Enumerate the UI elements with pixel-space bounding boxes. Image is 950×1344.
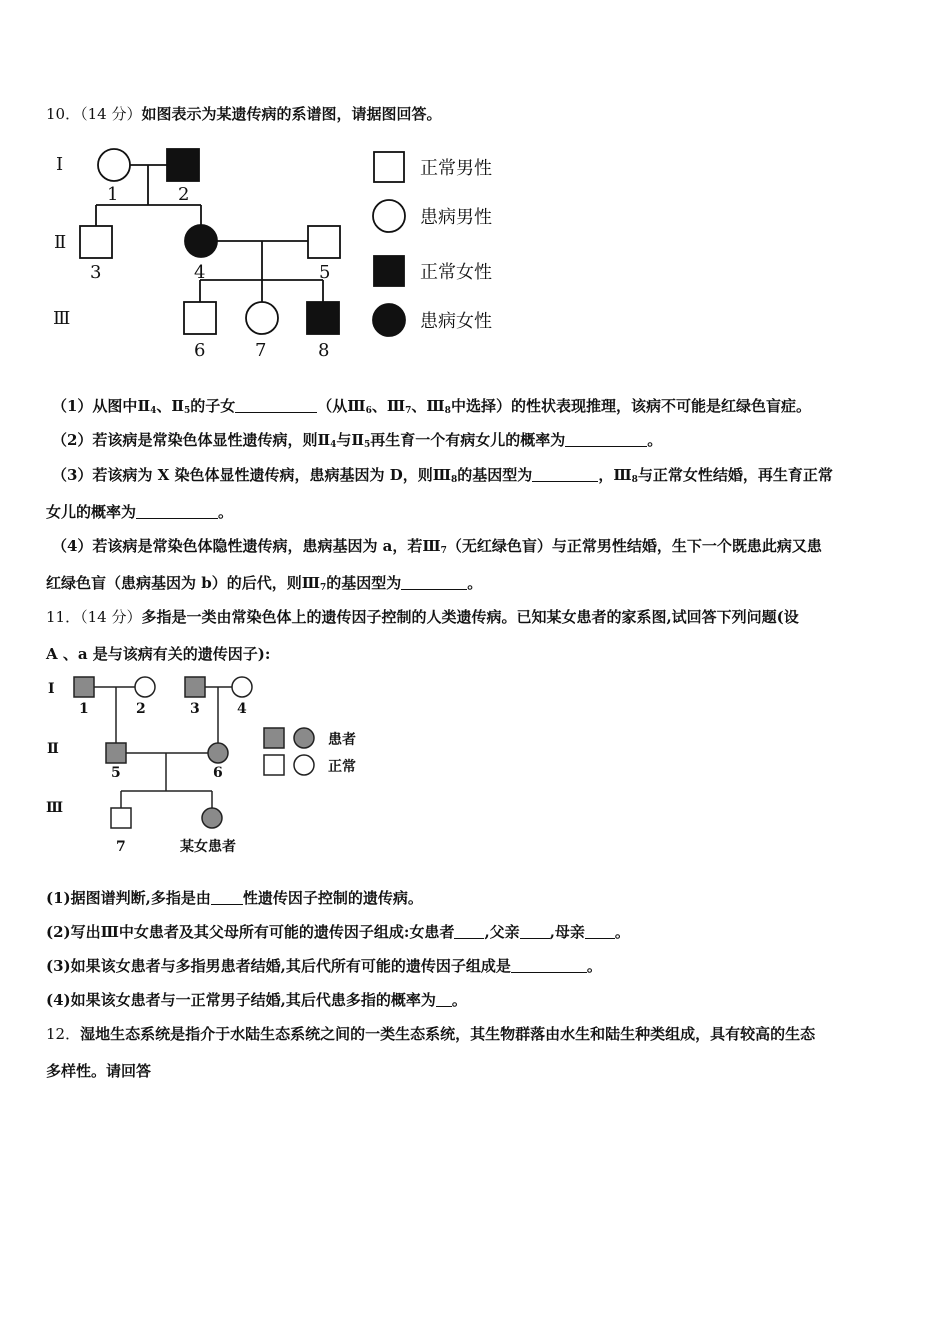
pedigree-member-2 <box>167 149 199 181</box>
q10-sub1: （1）从图中$Ⅱ_4$、$Ⅱ_5$的子女 （从$Ⅲ_6$、$Ⅲ_7$、$Ⅲ_8$中选择）的性状表现推理，该病不可能是红绿色盲症。 <box>52 397 811 416</box>
legend-normal-male-icon <box>374 152 404 182</box>
q11-sub3: (3)如果该女患者与多指男患者结婚,其后代所有可能的遗传因子组成是 。 <box>46 957 602 975</box>
member2-label-4: 4 <box>237 701 247 717</box>
member2-label-6: 6 <box>213 765 223 781</box>
pedigree-member-3 <box>80 226 112 258</box>
pedigree2-member-2 <box>135 677 155 697</box>
legend2-affected-female-icon <box>294 728 314 748</box>
q10-pedigree-chart <box>40 140 520 365</box>
legend-label-normal-female: 正常女性 <box>420 262 492 283</box>
generation-label-2: Ⅱ <box>54 232 67 253</box>
legend-affected-female-icon <box>373 304 405 336</box>
q10-sub2: （2）若该病是常染色体显性遗传病，则$Ⅱ_4$与$Ⅱ_5$再生育一个有病女儿的概率为 。 <box>52 431 663 450</box>
pedigree2-member-1 <box>74 677 94 697</box>
answer-blank[interactable] <box>585 924 615 939</box>
q10-score: （14 分） <box>80 105 142 123</box>
pedigree-member-4 <box>185 225 217 257</box>
q11-sub4: (4)如果该女患者与一正常男子结婚,其后代患多指的概率为 。 <box>46 991 467 1009</box>
pedigree2-member-3 <box>185 677 205 697</box>
answer-blank[interactable] <box>565 432 647 447</box>
q10-sub4: （4）若该病是常染色体隐性遗传病，患病基因为 a，若$Ⅲ_7$（无红绿色盲）与正常男性结婚，生下一个既患此病又患 <box>52 537 822 556</box>
q10-sub4-cont: 红绿色盲（患病基因为 b）的后代，则$Ⅲ_7$的基因型为 。 <box>46 574 483 593</box>
q10-sub3-cont: 女儿的概率为 。 <box>46 503 234 521</box>
member-label-6: 6 <box>194 340 206 361</box>
legend-normal-female-icon <box>374 256 404 286</box>
q12-stem: 12．湿地生态系统是指介于水陆生态系统之间的一类生态系统，其生物群落由水生和陆生种类组成，具有较高的生态 <box>46 1025 816 1043</box>
member-label-1: 1 <box>107 184 119 205</box>
q10-stem-text: 如图表示为某遗传病的系谱图，请据图回答。 <box>141 105 442 123</box>
legend-label-normal-male: 正常男性 <box>420 158 492 179</box>
q11-stem: 11．（14 分）多指是一类由常染色体上的遗传因子控制的人类遗传病。已知某女患者的家系图,试回答下列问题(设 <box>46 608 799 626</box>
generation-label-1: Ⅰ <box>56 154 64 175</box>
member2-label-2: 2 <box>136 701 146 717</box>
proband-label: 某女患者 <box>180 839 236 855</box>
legend-affected-male-icon <box>373 200 405 232</box>
answer-blank[interactable] <box>532 467 598 482</box>
member2-label-7: 7 <box>116 839 126 855</box>
legend2-affected-male-icon <box>264 728 284 748</box>
answer-blank[interactable] <box>454 924 484 939</box>
member-label-3: 3 <box>90 262 102 283</box>
answer-blank[interactable] <box>401 575 467 590</box>
member-label-7: 7 <box>255 340 267 361</box>
q10-sub3: （3）若该病为 X 染色体显性遗传病，患病基因为 D，则$Ⅲ_8$的基因型为 ，$Ⅲ_8$与正常女性结婚，再生育正常 <box>52 466 833 485</box>
member2-label-1: 1 <box>79 701 89 717</box>
q11-number: 11． <box>46 608 81 626</box>
member-label-4: 4 <box>194 262 206 283</box>
generation-label-3: Ⅲ <box>53 308 71 329</box>
legend2-label-normal: 正常 <box>328 759 356 775</box>
legend2-normal-female-icon <box>294 755 314 775</box>
answer-blank[interactable] <box>436 992 452 1007</box>
generation2-label-3: Ⅲ <box>46 800 64 816</box>
generation2-label-2: Ⅱ <box>47 741 59 757</box>
q11-sub2: (2)写出Ⅲ中女患者及其父母所有可能的遗传因子组成:女患者 ,父亲 ,母亲 。 <box>46 923 630 941</box>
q10-stem <box>46 103 441 124</box>
legend-label-affected-male: 患病男性 <box>420 207 492 228</box>
q10-number: 10． <box>46 105 81 123</box>
member2-label-5: 5 <box>111 765 121 781</box>
legend-label-affected-female: 患病女性 <box>420 311 492 332</box>
answer-blank[interactable] <box>511 958 587 973</box>
q12-stem-cont: 多样性。请回答 <box>46 1062 152 1080</box>
q12-number: 12． <box>46 1025 81 1043</box>
answer-blank[interactable] <box>235 398 317 413</box>
member2-label-3: 3 <box>190 701 200 717</box>
answer-blank[interactable] <box>136 504 218 519</box>
pedigree2-member-6 <box>208 743 228 763</box>
legend2-normal-male-icon <box>264 755 284 775</box>
member-label-5: 5 <box>319 262 331 283</box>
answer-blank[interactable] <box>520 924 550 939</box>
pedigree2-member-7 <box>111 808 131 828</box>
q11-pedigree-chart <box>44 673 364 858</box>
pedigree2-member-4 <box>232 677 252 697</box>
legend2-label-affected: 患者 <box>328 732 356 748</box>
pedigree-member-5 <box>308 226 340 258</box>
pedigree-member-7 <box>246 302 278 334</box>
answer-blank[interactable] <box>211 890 243 905</box>
q11-stem-cont: A 、a 是与该病有关的遗传因子): <box>46 645 271 663</box>
q11-score: （14 分） <box>80 608 142 626</box>
pedigree-member-8 <box>307 302 339 334</box>
member-label-8: 8 <box>318 340 330 361</box>
pedigree-member-6 <box>184 302 216 334</box>
generation2-label-1: Ⅰ <box>48 681 55 697</box>
pedigree2-member-5 <box>106 743 126 763</box>
member-label-2: 2 <box>178 184 190 205</box>
pedigree-member-1 <box>98 149 130 181</box>
pedigree2-member-proband <box>202 808 222 828</box>
q11-sub1: (1)据图谱判断,多指是由 性遗传因子控制的遗传病。 <box>46 889 423 907</box>
